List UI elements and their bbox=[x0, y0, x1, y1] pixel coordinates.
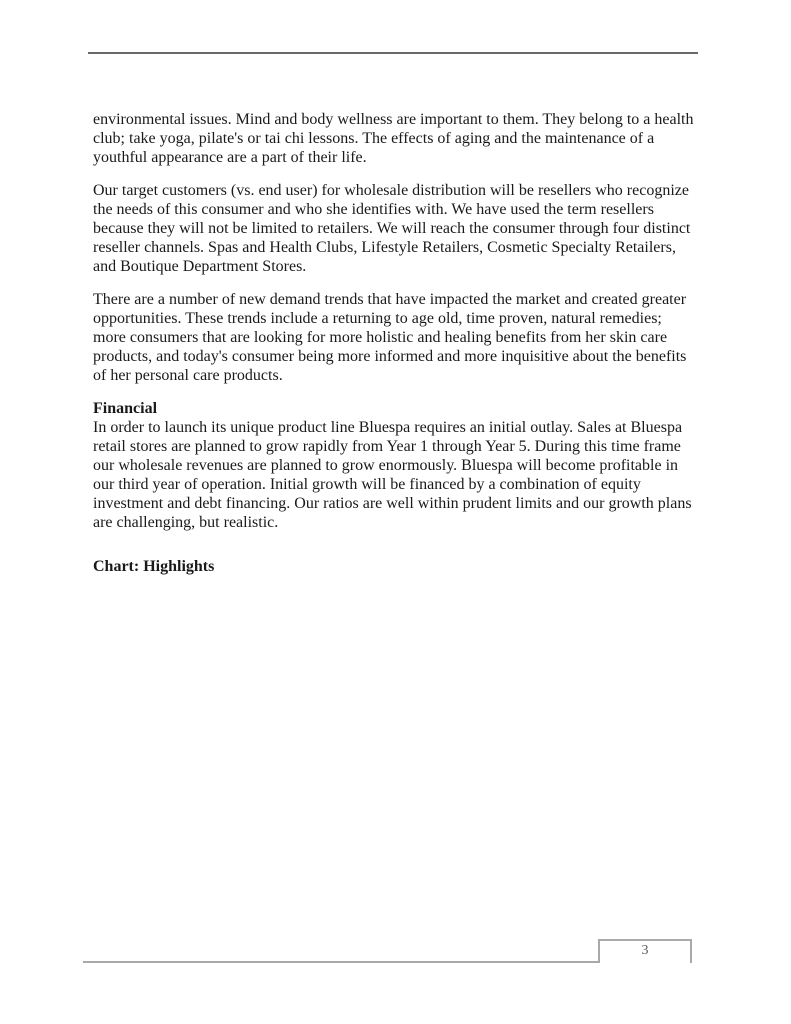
page-number-box bbox=[598, 939, 692, 963]
paragraph-consumer-profile: environmental issues. Mind and body wellness are important to them. They belong to a health club; take yoga, pilate's or tai chi lessons. The effects of aging and the maintenance of a youthful appearance are a part of their life. bbox=[93, 111, 694, 166]
paragraph-financial: In order to launch its unique product line Bluespa requires an initial outlay. Sales at Bluespa retail stores are planned to grow rapidly from Year 1 through Year 5. During this time frame our wholesale revenues are planned to grow enormously. Bluespa will become profitable in our third year of operation. Initial growth will be financed by a combination of equity investment and debt financing. Our ratios are well within prudent limits and our growth plans are challenging, but realistic. bbox=[93, 419, 692, 531]
footer-rule bbox=[83, 961, 598, 963]
chart-highlights-label: Chart: Highlights bbox=[93, 558, 215, 575]
page-number: 3 bbox=[641, 943, 649, 958]
document-body bbox=[93, 110, 698, 576]
financial-section-heading: Financial bbox=[93, 400, 158, 417]
paragraph-demand-trends: There are a number of new demand trends that have impacted the market and created greater opportunities. These trends include a returning to age old, time proven, natural remedies; more consumers that are looking for more holistic and healing benefits from her skin care products, and today's consumer being more informed and more inquisitive about the benefits of her personal care products. bbox=[93, 291, 687, 384]
header-rule bbox=[88, 52, 698, 54]
paragraph-target-customers: Our target customers (vs. end user) for wholesale distribution will be resellers who recognize the needs of this consumer and who she identifies with. We have used the term resellers because they will not be limited to retailers. We will reach the consumer through four distinct reseller channels. Spas and Health Clubs, Lifestyle Retailers, Cosmetic Specialty Retailers, and Boutique Department Stores. bbox=[93, 182, 691, 275]
